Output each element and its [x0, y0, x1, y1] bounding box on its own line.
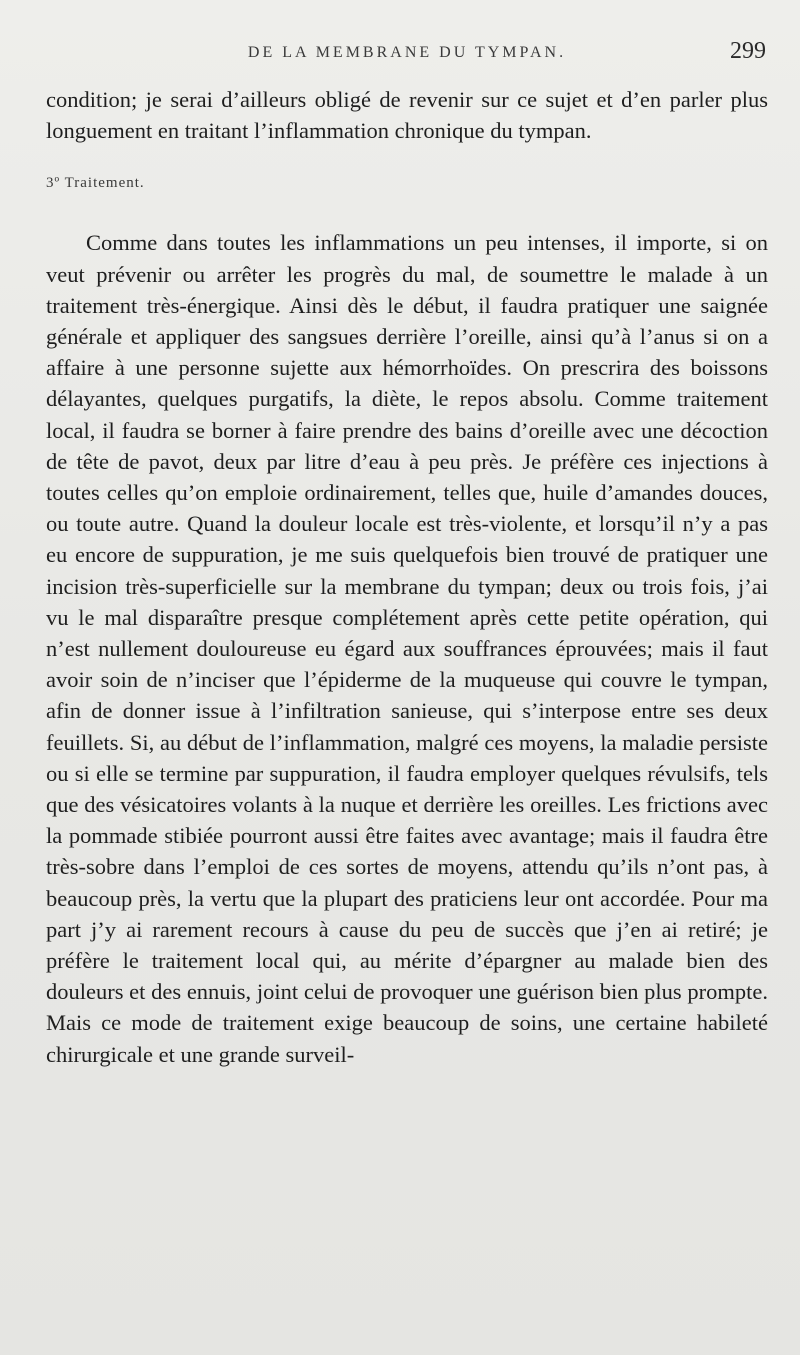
running-title: DE LA MEMBRANE DU TYMPAN.	[247, 44, 567, 61]
continuation-paragraph: condition; je serai d’ailleurs obligé de revenir sur ce sujet et d’en parler plus longuement en traitant l’inflammation chronique du tympan.	[46, 87, 768, 144]
page-number: 299	[730, 38, 766, 64]
body-text	[46, 84, 768, 1070]
main-paragraph: Comme dans toutes les inflammations un peu intenses, il importe, si on veut prévenir ou arrêter les progrès du mal, de soumettre le malade à un traitement très-énergique. Ainsi dès le début, il faudra pratiquer une saignée générale et appliquer des sangsues derrière l’oreille, ainsi qu’à l’anus si on a affaire à une personne sujette aux hémorrhoïdes. On prescrira des boissons délayantes, quelques purgatifs, la diète, le repos absolu. Comme traitement local, il faudra se borner à faire prendre des bains d’oreille avec une décoction de tête de pavot, deux par litre d’eau à peu près. Je préfère ces injections à toutes celles qu’on emploie ordinairement, telles que, huile d’amandes douces, ou toute autre. Quand la douleur locale est très-violente, et lorsqu’il n’y a pas eu encore de suppuration, je me suis quelquefois bien trouvé de pratiquer une incision très-superficielle sur la membrane du tympan; deux ou trois fois, j’ai vu le mal disparaître presque complétement après cette petite opération, qui n’est nullement douloureuse eu égard aux souffrances éprouvées; mais il faut avoir soin de n’inciser que l’épiderme de la muqueuse qui couvre le tympan, afin de donner issue à l’infiltration sanieuse, qui s’interpose entre ses deux feuillets. Si, au début de l’inflammation, malgré ces moyens, la maladie persiste ou si elle se termine par suppuration, il faudra employer quelques révulsifs, tels que des vésicatoires volants à la nuque et derrière les oreilles. Les frictions avec la pommade stibiée pourront aussi être faites avec avantage; mais il faudra être très-sobre dans l’emploi de ces sortes de moyens, attendu qu’ils n’ont pas, à beaucoup près, la vertu que la plupart des praticiens leur ont accordée. Pour ma part j’y ai rarement recours à cause du peu de succès que j’en ai retiré; je préfère le traitement local qui, au mérite d’épargner au malade bien des douleurs et des ennuis, joint celui de provoquer une guérison bien plus prompte. Mais ce mode de traitement exige beaucoup de soins, une certaine habileté chirurgicale et une grande surveil-	[46, 230, 768, 1067]
page-header	[48, 38, 766, 68]
section-heading: 3º Traitement.	[46, 175, 145, 192]
